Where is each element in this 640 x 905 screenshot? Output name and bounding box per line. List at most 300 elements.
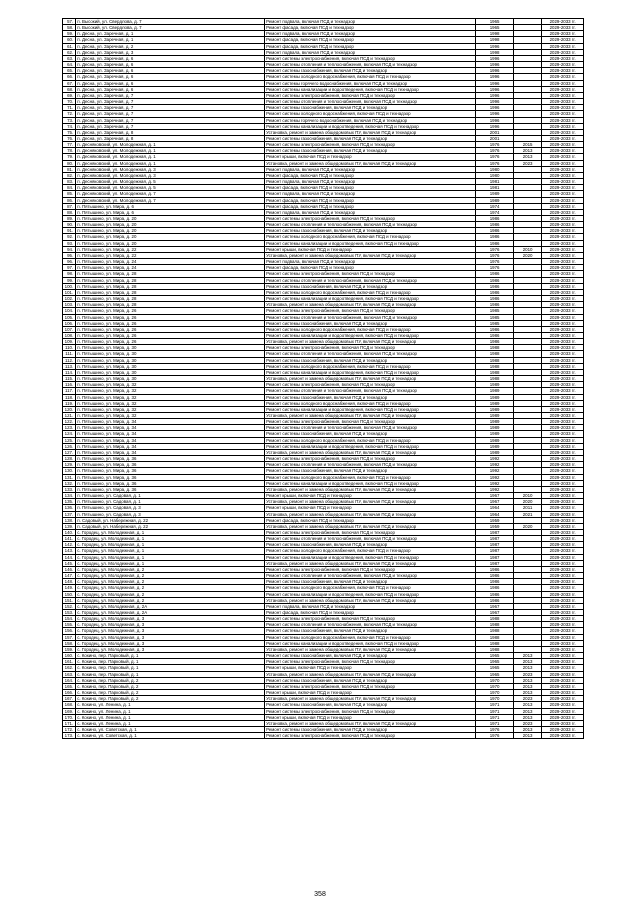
row-number: 92. [63,234,76,240]
year-built-cell: 1986 [476,222,514,228]
row-number: 153. [63,610,76,616]
address-cell: с. Кокино, пер. Парковый, д. 1 [76,653,265,659]
work-type-cell: Ремонт подвала, включая ПСД и технадзор [265,49,476,55]
year-built-cell: 1987 [476,548,514,554]
period-cell: 2029-2033 гг. [542,252,584,258]
address-cell: с. Кокино, пер. Парковый, д. 2 [76,696,265,702]
work-type-cell: Ремонт системы отопления и теплоснабжения, включая ПСД и технадзор [265,462,476,468]
address-cell: п. Пятышино, ул. Мира, д. 26 [76,314,265,320]
work-type-cell: Ремонт подвала, включая ПСД и технадзор [265,31,476,37]
row-number: 120. [63,406,76,412]
address-cell: п. Десняковский, ул. Молодежная, д. 1 [76,154,265,160]
period-cell: 2029-2033 гг. [542,720,584,726]
period-cell: 2029-2033 гг. [542,68,584,74]
address-cell: п. Десна, ул. Заречная, д. 2 [76,43,265,49]
year-built-cell: 1985 [476,320,514,326]
last-repair-cell: 2013 [513,659,541,665]
row-number: 81. [63,166,76,172]
address-cell: п. Пятышино, ул. Мира, д. 30 [76,363,265,369]
row-number: 125. [63,437,76,443]
address-cell: с. Городец, ул. Молодежная, д. 2 [76,579,265,585]
row-number: 93. [63,240,76,246]
year-built-cell: 1986 [476,585,514,591]
year-built-cell: 1989 [476,400,514,406]
row-number: 131. [63,474,76,480]
address-cell: п. Пятышино, ул. Садовая, д. 1 [76,499,265,505]
last-repair-cell: 2011 [513,505,541,511]
period-cell: 2029-2033 гг. [542,92,584,98]
row-number: 159. [63,646,76,652]
work-type-cell: Ремонт крыши, включая ПСД и технадзор [265,690,476,696]
period-cell: 2029-2033 гг. [542,505,584,511]
period-cell: 2029-2033 гг. [542,443,584,449]
period-cell: 2029-2033 гг. [542,203,584,209]
row-number: 82. [63,172,76,178]
address-cell: п. Десняковский, ул. Молодежная, д. 5 [76,185,265,191]
last-repair-cell: 2013 [513,653,541,659]
row-number: 80. [63,160,76,166]
address-cell: с. Кокино, ул. Ленина, д. 1 [76,714,265,720]
year-built-cell: 1996 [476,55,514,61]
row-number: 127. [63,449,76,455]
work-type-cell: Ремонт подвала, включая ПСД и технадзор [265,259,476,265]
address-cell: п. Пятышино, ул. Мира, д. 30 [76,376,265,382]
last-repair-cell: 2013 [513,726,541,732]
period-cell: 2029-2033 гг. [542,659,584,665]
year-built-cell: 1986 [476,573,514,579]
row-number: 58. [63,25,76,31]
row-number: 67. [63,80,76,86]
address-cell: п. Пятышино, ул. Мира, д. 26 [76,339,265,345]
period-cell: 2029-2033 гг. [542,388,584,394]
last-repair-cell: 2020 [513,499,541,505]
row-number: 70. [63,99,76,105]
period-cell: 2029-2033 гг. [542,129,584,135]
address-cell: с. Городец, ул. Молодежная, д. 3 [76,646,265,652]
work-type-cell: Ремонт подвала, включая ПСД и технадзор [265,179,476,185]
period-cell: 2029-2033 гг. [542,80,584,86]
address-cell: с. Кокино, пер. Парковый, д. 1 [76,665,265,671]
period-cell: 2029-2033 гг. [542,142,584,148]
address-cell: п. Десна, ул. Заречная, д. 6 [76,74,265,80]
work-type-cell: Ремонт фасада, включая ПСД и технадзор [265,203,476,209]
year-built-cell: 1996 [476,111,514,117]
address-cell: п. Десна, ул. Заречная, д. 7 [76,111,265,117]
year-built-cell: 1988 [476,622,514,628]
address-cell: п. Пятышино, ул. Мира, д. 36 [76,474,265,480]
row-number: 168. [63,702,76,708]
year-built-cell: 1992 [476,480,514,486]
row-number: 75. [63,129,76,135]
work-type-cell: Ремонт системы газоснабжения, включая ПСД и технадзор [265,431,476,437]
row-number: 139. [63,523,76,529]
address-cell: п. Десняковский, ул. Молодежная, д. 5 [76,179,265,185]
address-cell: п. Десна, ул. Заречная, д. 8 [76,129,265,135]
address-cell: с. Городец, ул. Молодежная, д. 2 [76,585,265,591]
address-cell: п. Десна, ул. Заречная, д. 7 [76,92,265,98]
period-cell: 2029-2033 гг. [542,665,584,671]
row-number: 143. [63,548,76,554]
period-cell: 2029-2033 гг. [542,603,584,609]
row-number: 136. [63,505,76,511]
work-type-cell: Ремонт системы канализации и водоотведения, включая ПСД и технадзор [265,640,476,646]
address-cell: п. Пятышино, ул. Мира, д. 34 [76,419,265,425]
period-cell: 2029-2033 гг. [542,376,584,382]
last-repair-cell: 2010 [513,493,541,499]
row-number: 158. [63,640,76,646]
period-cell: 2029-2033 гг. [542,25,584,31]
period-cell: 2029-2033 гг. [542,339,584,345]
period-cell: 2029-2033 гг. [542,271,584,277]
period-cell: 2029-2033 гг. [542,480,584,486]
year-built-cell: 1989 [476,437,514,443]
row-number: 103. [63,302,76,308]
work-type-cell: Установка, ремонт и замена общедомовых ПУ, включая ПСД и технадзор [265,376,476,382]
address-cell: п. Пятышино, ул. Садовая, д. 3 [76,505,265,511]
row-number: 84. [63,185,76,191]
work-type-cell: Ремонт фасада, включая ПСД и технадзор [265,25,476,31]
row-number: 123. [63,425,76,431]
row-number: 156. [63,628,76,634]
address-cell: п. Пятышино, ул. Мира, д. 30 [76,369,265,375]
work-type-cell: Ремонт системы горячего водоснабжения, включая ПСД и технадзор [265,80,476,86]
year-built-cell: 1988 [476,628,514,634]
period-cell: 2029-2033 гг. [542,702,584,708]
work-type-cell: Ремонт системы газоснабжения, включая ПСД и технадзор [265,357,476,363]
work-type-cell: Ремонт системы отопления и теплоснабжения, включая ПСД и технадзор [265,99,476,105]
year-built-cell: 1976 [476,246,514,252]
row-number: 95. [63,252,76,258]
address-cell: п. Пятышино, ул. Мира, д. 22 [76,252,265,258]
address-cell: п. Десна, ул. Заречная, д. 1 [76,31,265,37]
year-built-cell: 1986 [476,277,514,283]
address-cell: п. Пятышино, ул. Мира, д. 36 [76,486,265,492]
work-type-cell: Установка, ремонт и замена общедомовых ПУ, включая ПСД и технадзор [265,597,476,603]
work-type-cell: Ремонт крыши, включая ПСД и технадзор [265,246,476,252]
year-built-cell: 1976 [476,259,514,265]
address-cell: с. Городец, ул. Молодежная, д. 3 [76,628,265,634]
work-type-cell: Ремонт фасада, включая ПСД и технадзор [265,610,476,616]
row-number: 94. [63,246,76,252]
row-number: 77. [63,142,76,148]
last-repair-cell: 2013 [513,702,541,708]
work-type-cell: Ремонт фасада, включая ПСД и технадзор [265,197,476,203]
row-number: 119. [63,400,76,406]
last-repair-cell: 2020 [513,523,541,529]
address-cell: п. Пятышино, ул. Мира, д. 26 [76,320,265,326]
row-number: 124. [63,431,76,437]
period-cell: 2029-2033 гг. [542,468,584,474]
year-built-cell: 1980 [476,166,514,172]
period-cell: 2029-2033 гг. [542,610,584,616]
year-built-cell: 1996 [476,80,514,86]
period-cell: 2029-2033 гг. [542,234,584,240]
address-cell: п. Пятышино, ул. Мира, д. 24 [76,265,265,271]
last-repair-cell: 2020 [513,252,541,258]
work-type-cell: Ремонт системы отопления и теплоснабжения, включая ПСД и технадзор [265,622,476,628]
period-cell: 2029-2033 гг. [542,191,584,197]
period-cell: 2029-2033 гг. [542,529,584,535]
work-type-cell: Ремонт системы электроснабжения, включая ПСД и технадзор [265,733,476,739]
period-cell: 2029-2033 гг. [542,456,584,462]
last-repair-cell: 2015 [513,142,541,148]
address-cell: п. Десна, ул. Заречная, д. 7 [76,123,265,129]
work-type-cell: Установка, ремонт и замена общедомовых ПУ, включая ПСД и технадзор [265,302,476,308]
address-cell: п. Десна, ул. Заречная, д. 8 [76,135,265,141]
row-number: 69. [63,92,76,98]
work-type-cell: Ремонт системы канализации и водоотведения, включая ПСД и технадзор [265,591,476,597]
document-sheet [62,18,584,739]
work-type-cell: Ремонт системы газоснабжения, включая ПСД и технадзор [265,702,476,708]
row-number: 73. [63,117,76,123]
work-type-cell: Ремонт системы холодного водоснабжения, включая ПСД и технадзор [265,585,476,591]
period-cell: 2029-2033 гг. [542,400,584,406]
work-type-cell: Ремонт системы отопления и теплоснабжения, включая ПСД и технадзор [265,388,476,394]
period-cell: 2029-2033 гг. [542,579,584,585]
period-cell: 2029-2033 гг. [542,671,584,677]
period-cell: 2029-2033 гг. [542,733,584,739]
work-type-cell: Ремонт системы канализации и водоотведения, включая ПСД и технадзор [265,443,476,449]
work-type-cell: Ремонт крыши, включая ПСД и технадзор [265,493,476,499]
address-cell: п. Десна, ул. Заречная, д. 7 [76,99,265,105]
row-number: 145. [63,560,76,566]
period-cell: 2029-2033 гг. [542,406,584,412]
work-type-cell: Ремонт фасада, включая ПСД и технадзор [265,265,476,271]
row-number: 140. [63,529,76,535]
row-number: 135. [63,499,76,505]
address-cell: п. Пятышино, ул. Мира, д. 30 [76,357,265,363]
address-cell: с. Городец, ул. Молодежная, д. 2А [76,603,265,609]
row-number: 61. [63,43,76,49]
work-type-cell: Ремонт системы газоснабжения, включая ПСД и технадзор [265,228,476,234]
year-built-cell: 1967 [476,610,514,616]
period-cell: 2029-2033 гг. [542,246,584,252]
period-cell: 2029-2033 гг. [542,357,584,363]
address-cell: п. Пятышино, ул. Мира, д. 36 [76,468,265,474]
row-number: 133. [63,486,76,492]
work-type-cell: Установка, ремонт и замена общедомовых ПУ, включая ПСД и технадзор [265,160,476,166]
row-number: 167. [63,696,76,702]
row-number: 162. [63,665,76,671]
row-number: 57. [63,19,76,25]
table-body [63,19,584,739]
address-cell: п. Пятышино, ул. Мира, д. 32 [76,400,265,406]
row-number: 151. [63,597,76,603]
work-type-cell: Установка, ремонт и замена общедомовых ПУ, включая ПСД и технадзор [265,129,476,135]
address-cell: п. Высокий, ул. Свердлова, д. 7 [76,25,265,31]
address-cell: с. Городец, ул. Молодежная, д. 2 [76,573,265,579]
year-built-cell: 1976 [476,252,514,258]
row-number: 130. [63,468,76,474]
last-repair-cell: 2013 [513,683,541,689]
row-number: 111. [63,351,76,357]
period-cell: 2029-2033 гг. [542,43,584,49]
row-number: 106. [63,320,76,326]
work-type-cell: Ремонт системы холодного водоснабжения, включая ПСД и технадзор [265,548,476,554]
year-built-cell: 1992 [476,468,514,474]
period-cell: 2029-2033 гг. [542,517,584,523]
period-cell: 2029-2033 гг. [542,431,584,437]
year-built-cell: 2001 [476,135,514,141]
work-type-cell: Установка, ремонт и замена общедомовых ПУ, включая ПСД и технадзор [265,252,476,258]
year-built-cell: 1988 [476,351,514,357]
page-number: 358 [314,891,326,898]
period-cell: 2029-2033 гг. [542,166,584,172]
year-built-cell: 1986 [476,234,514,240]
address-cell: с. Кокино, ул. Советская, д. 1 [76,733,265,739]
year-built-cell: 1989 [476,191,514,197]
period-cell: 2029-2033 гг. [542,726,584,732]
row-number: 72. [63,111,76,117]
year-built-cell: 1986 [476,216,514,222]
row-number: 107. [63,326,76,332]
address-cell: п. Пятышино, ул. Мира, д. 28 [76,296,265,302]
address-cell: с. Городец, ул. Молодежная, д. 1 [76,560,265,566]
period-cell: 2029-2033 гг. [542,222,584,228]
year-built-cell: 1976 [476,726,514,732]
period-cell: 2029-2033 гг. [542,493,584,499]
period-cell: 2029-2033 гг. [542,99,584,105]
address-cell: п. Пятышино, ул. Мира, д. 28 [76,289,265,295]
row-number: 117. [63,388,76,394]
period-cell: 2029-2033 гг. [542,677,584,683]
row-number: 118. [63,394,76,400]
row-number: 65. [63,68,76,74]
row-number: 144. [63,554,76,560]
row-number: 128. [63,456,76,462]
period-cell: 2029-2033 гг. [542,135,584,141]
year-built-cell: 1989 [476,388,514,394]
period-cell: 2029-2033 гг. [542,277,584,283]
work-type-cell: Ремонт крыши, включая ПСД и технадзор [265,154,476,160]
work-type-cell: Ремонт системы газоснабжения, включая ПСД и технадзор [265,628,476,634]
work-type-cell: Ремонт системы электроснабжения, включая ПСД и технадзор [265,419,476,425]
year-built-cell: 1988 [476,357,514,363]
period-cell: 2029-2033 гг. [542,308,584,314]
last-repair-cell: 2013 [513,690,541,696]
year-built-cell: 1964 [476,511,514,517]
year-built-cell: 1986 [476,240,514,246]
year-built-cell: 1987 [476,536,514,542]
work-type-cell: Ремонт системы холодного водоснабжения, включая ПСД и технадзор [265,326,476,332]
address-cell: п. Пятышино, ул. Садовая, д. 1 [76,493,265,499]
address-cell: с. Городец, ул. Молодежная, д. 1 [76,542,265,548]
work-type-cell: Установка, ремонт и замена общедомовых ПУ, включая ПСД и технадзор [265,523,476,529]
period-cell: 2029-2033 гг. [542,542,584,548]
year-built-cell: 1996 [476,68,514,74]
work-type-cell: Ремонт подвала, включая ПСД и технадзор [265,603,476,609]
work-type-cell: Ремонт системы канализации и водоотведения, включая ПСД и технадзор [265,480,476,486]
year-built-cell: 1970 [476,683,514,689]
last-repair-cell: 2021 [513,511,541,517]
work-type-cell: Ремонт системы канализации и водоотведения, включая ПСД и технадзор [265,123,476,129]
year-built-cell: 1989 [476,431,514,437]
address-cell: с. Кокино, ул. Советская, д. 1 [76,726,265,732]
year-built-cell: 1986 [476,332,514,338]
address-cell: с. Городец, ул. Молодежная, д. 1 [76,554,265,560]
work-type-cell: Ремонт системы газоснабжения, включая ПСД и технадзор [265,653,476,659]
work-type-cell: Ремонт подвала, включая ПСД и технадзор [265,191,476,197]
address-cell: п. Десна, ул. Заречная, д. 7 [76,105,265,111]
address-cell: п. Пятышино, ул. Мира, д. 28 [76,271,265,277]
row-number: 132. [63,480,76,486]
period-cell: 2029-2033 гг. [542,326,584,332]
period-cell: 2029-2033 гг. [542,419,584,425]
period-cell: 2029-2033 гг. [542,160,584,166]
work-type-cell: Установка, ремонт и замена общедомовых ПУ, включая ПСД и технадзор [265,486,476,492]
work-type-cell: Ремонт системы отопления и теплоснабжения, включая ПСД и технадзор [265,314,476,320]
period-cell: 2029-2033 гг. [542,462,584,468]
work-type-cell: Ремонт системы отопления и теплоснабжения, включая ПСД и технадзор [265,573,476,579]
row-number: 110. [63,345,76,351]
row-number: 83. [63,179,76,185]
address-cell: п. Десняковский, ул. Молодежная, д. 7 [76,197,265,203]
year-built-cell: 1980 [476,172,514,178]
year-built-cell: 1986 [476,283,514,289]
address-cell: п. Пятышино, ул. Мира, д. 32 [76,394,265,400]
address-cell: п. Пятышино, ул. Мира, д. 34 [76,443,265,449]
work-type-cell: Ремонт системы газоснабжения, включая ПСД и технадзор [265,283,476,289]
work-type-cell: Ремонт системы электроснабжения, включая ПСД и технадзор [265,308,476,314]
period-cell: 2029-2033 гг. [542,123,584,129]
work-type-cell: Ремонт системы отопления и теплоснабжения, включая ПСД и технадзор [265,62,476,68]
year-built-cell: 1988 [476,634,514,640]
last-repair-cell: 2013 [513,677,541,683]
work-type-cell: Ремонт системы холодного водоснабжения, включая ПСД и технадзор [265,74,476,80]
row-number: 60. [63,37,76,43]
year-built-cell: 1965 [476,19,514,25]
row-number: 105. [63,314,76,320]
address-cell: п. Пятышино, ул. Мира, д. 22 [76,246,265,252]
address-cell: с. Городец, ул. Молодежная, д. 1 [76,536,265,542]
row-number: 100. [63,283,76,289]
row-number: 62. [63,49,76,55]
year-built-cell: 1986 [476,591,514,597]
address-cell: п. Пятышино, ул. Мира, д. 6 [76,203,265,209]
address-cell: п. Пятышино, ул. Мира, д. 36 [76,480,265,486]
period-cell: 2029-2033 гг. [542,449,584,455]
work-type-cell: Ремонт системы канализации и водоотведения, включая ПСД и технадзор [265,240,476,246]
row-number: 154. [63,616,76,622]
year-built-cell: 1996 [476,92,514,98]
year-built-cell: 1976 [476,142,514,148]
address-cell: с. Кокино, пер. Парковый, д. 1 [76,671,265,677]
work-type-cell: Ремонт подвала, включая ПСД и технадзор [265,209,476,215]
work-type-cell: Ремонт системы газоснабжения, включая ПСД и технадзор [265,579,476,585]
year-built-cell: 1989 [476,394,514,400]
year-built-cell: 1989 [476,406,514,412]
year-built-cell: 1998 [476,37,514,43]
period-cell: 2029-2033 гг. [542,499,584,505]
year-built-cell: 1971 [476,714,514,720]
address-cell: п. Пятышино, ул. Мира, д. 34 [76,431,265,437]
year-built-cell: 1992 [476,462,514,468]
address-cell: п. Пятышино, ул. Мира, д. 20 [76,234,265,240]
period-cell: 2029-2033 гг. [542,696,584,702]
work-type-cell: Установка, ремонт и замена общедомовых ПУ, включая ПСД и технадзор [265,499,476,505]
row-number: 122. [63,419,76,425]
period-cell: 2029-2033 гг. [542,314,584,320]
row-number: 78. [63,148,76,154]
period-cell: 2029-2033 гг. [542,523,584,529]
row-number: 147. [63,573,76,579]
row-number: 148. [63,579,76,585]
row-number: 113. [63,363,76,369]
address-cell: с. Кокино, пер. Парковый, д. 2 [76,683,265,689]
last-repair-cell: 2023 [513,720,541,726]
work-type-cell: Ремонт системы горячего водоснабжения, включая ПСД и технадзор [265,117,476,123]
work-type-cell: Ремонт системы газоснабжения, включая ПСД и технадзор [265,105,476,111]
